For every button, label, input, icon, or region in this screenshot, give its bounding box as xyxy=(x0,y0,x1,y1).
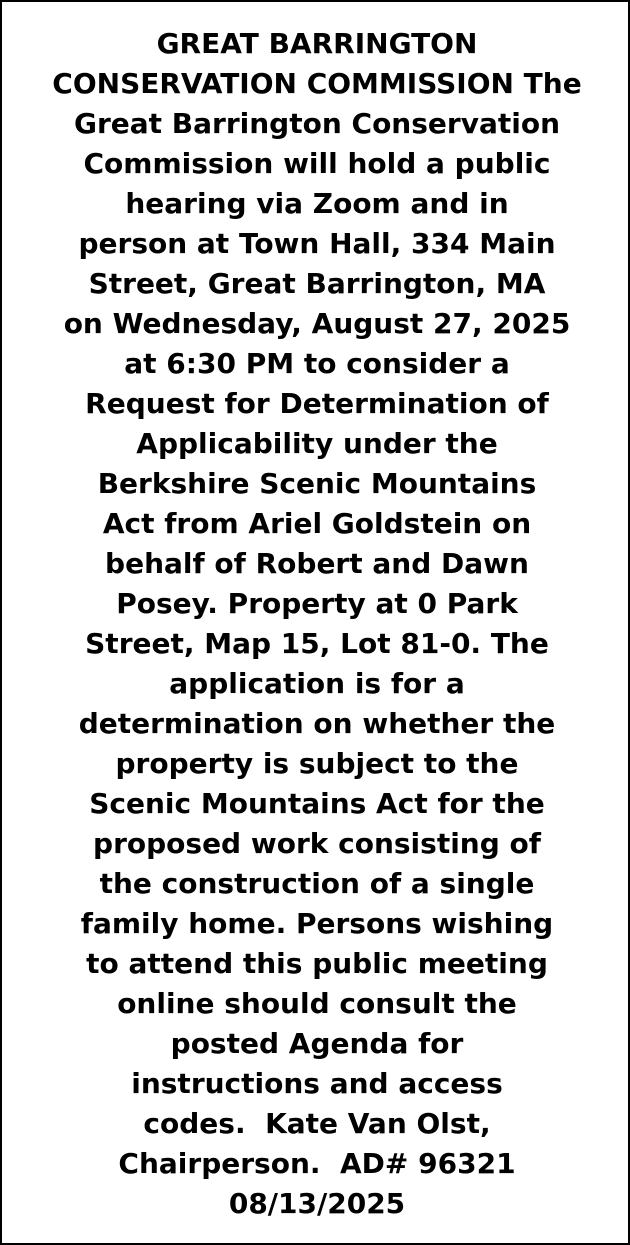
notice-line: hearing via Zoom and in xyxy=(125,187,509,220)
notice-line: at 6:30 PM to consider a xyxy=(124,347,510,380)
notice-line: proposed work consisting of xyxy=(93,827,541,860)
notice-line: online should consult the xyxy=(117,987,517,1020)
notice-line: on Wednesday, August 27, 2025 xyxy=(63,307,571,340)
notice-line: Act from Ariel Goldstein on xyxy=(102,507,532,540)
notice-line: Chairperson. AD# 96321 xyxy=(118,1147,516,1180)
notice-line: Street, Great Barrington, MA xyxy=(88,267,546,300)
notice-line: to attend this public meeting xyxy=(86,947,548,980)
notice-line: 08/13/2025 xyxy=(228,1187,406,1220)
notice-line: person at Town Hall, 334 Main xyxy=(78,227,556,260)
notice-line: application is for a xyxy=(169,667,465,700)
notice-line: Berkshire Scenic Mountains xyxy=(97,467,537,500)
notice-line: property is subject to the xyxy=(115,747,519,780)
notice-line: Request for Determination of xyxy=(85,387,549,420)
notice-line: Great Barrington Conservation xyxy=(73,107,561,140)
notice-line: CONSERVATION COMMISSION The xyxy=(52,67,582,100)
notice-line: posted Agenda for xyxy=(170,1027,464,1060)
notice-line: Scenic Mountains Act for the xyxy=(89,787,545,820)
notice-line: determination on whether the xyxy=(78,707,556,740)
notice-text xyxy=(2,24,630,1224)
notice-line: Applicability under the xyxy=(136,427,498,460)
notice-line: the construction of a single xyxy=(99,867,535,900)
notice-line: behalf of Robert and Dawn xyxy=(105,547,529,580)
notice-line: Posey. Property at 0 Park xyxy=(116,587,518,620)
notice-line: instructions and access xyxy=(131,1067,503,1100)
notice-line: family home. Persons wishing xyxy=(80,907,554,940)
notice-line: Commission will hold a public xyxy=(83,147,551,180)
notice-line: Street, Map 15, Lot 81-0. The xyxy=(85,627,549,660)
notice-line: codes. Kate Van Olst, xyxy=(143,1107,491,1140)
notice-line: GREAT BARRINGTON xyxy=(156,27,478,60)
